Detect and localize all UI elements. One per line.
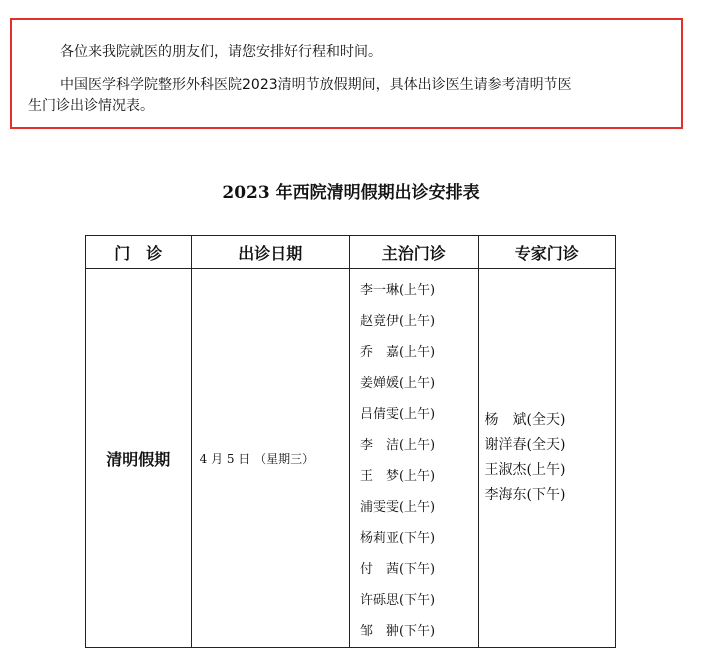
list-item: 杨 斌(全天) [484,412,566,428]
schedule-title: 2023 年西院清明假期出诊安排表 [222,183,480,203]
list-item: 李一琳(上午) [359,283,436,298]
list-item: 李海东(下午) [484,487,566,503]
header-clinic: 门 诊 [86,236,192,269]
attending-list [350,269,478,647]
list-item: 许砾思(下午) [359,593,436,608]
list-item: 赵竟伊(上午) [359,314,436,329]
schedule-table [85,235,616,648]
header-date: 出诊日期 [191,236,349,269]
attending-cell [349,269,478,648]
list-item: 浦雯雯(上午) [359,500,436,515]
list-item: 邹 翀(下午) [359,624,436,639]
table-header-row [86,236,616,269]
list-item: 王淑杰(上午) [484,462,566,478]
list-item: 杨莉亚(下午) [359,531,436,546]
holiday-cell: 清明假期 [86,269,192,648]
list-item: 谢洋春(全天) [484,437,566,453]
header-expert: 专家门诊 [478,236,615,269]
expert-cell [478,269,615,648]
notice-line-1: 各位来我院就医的朋友们，请您安排好行程和时间。 [60,44,382,60]
list-item: 乔 嘉(上午) [359,345,436,360]
list-item: 李 洁(上午) [359,438,436,453]
date-cell: 4 月 5 日 （星期三） [191,269,349,648]
list-item: 吕倩雯(上午) [359,407,436,422]
notice-line-3: 生门诊出诊情况表。 [28,98,154,114]
list-item: 姜婵媛(上午) [359,376,436,391]
notice-box [10,18,683,129]
list-item: 付 茜(下午) [359,562,436,577]
expert-list [479,408,615,508]
table-row [86,269,616,648]
notice-line-2: 中国医学科学院整形外科医院2023清明节放假期间，具体出诊医生请参考清明节医 [60,77,572,93]
header-attending: 主治门诊 [349,236,478,269]
list-item: 王 梦(上午) [359,469,436,484]
